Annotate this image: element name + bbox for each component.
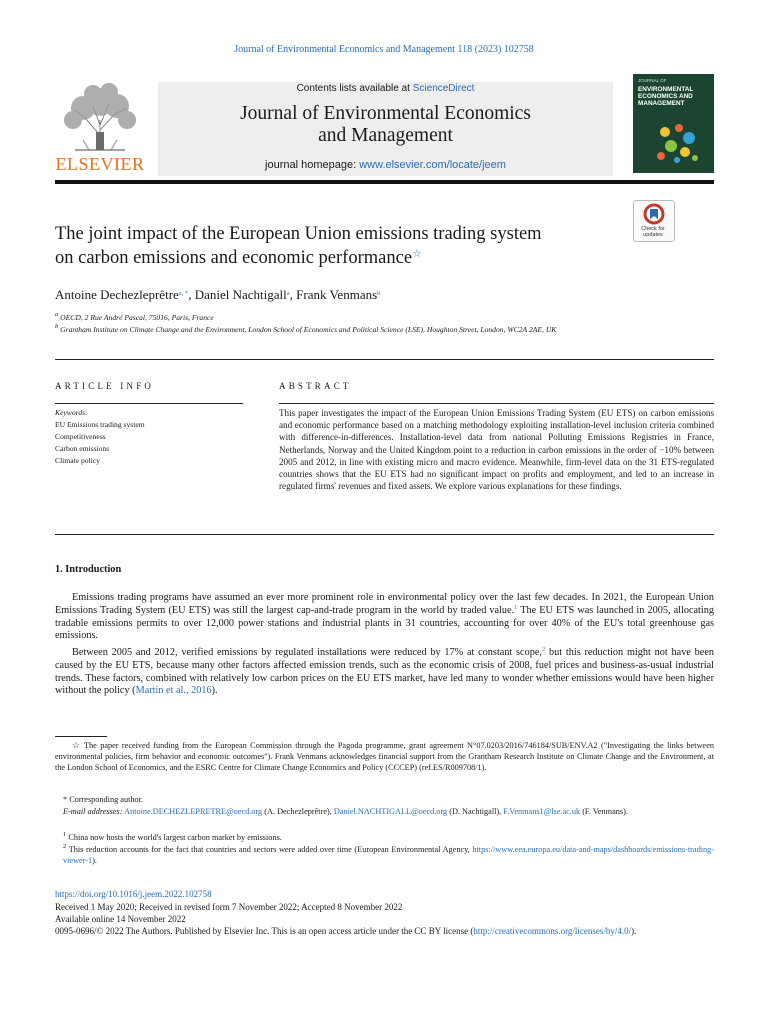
- footnote-corresponding: [63, 795, 714, 806]
- email-label: E-mail addresses:: [63, 807, 123, 816]
- footnote-text: Corresponding author.: [69, 795, 143, 804]
- author-separator: ,: [289, 287, 297, 302]
- divider: [55, 403, 243, 404]
- citation-link[interactable]: Martin et al., 2016: [135, 685, 212, 697]
- article-title-line-2-text: on carbon emissions and economic performance: [55, 248, 413, 268]
- footnote-text: This reduction accounts for the fact that countries and sectors were added over time (European Environmental Agency,: [68, 845, 473, 854]
- body-paragraph: [55, 592, 714, 643]
- homepage-prefix: journal homepage:: [265, 159, 360, 171]
- footnote-rule: [55, 736, 107, 737]
- footnote-text: China now hosts the world's largest carbon market by emissions.: [68, 833, 282, 842]
- keyword-item: Carbon emissions: [55, 444, 110, 453]
- crossmark-icon: [634, 201, 674, 227]
- cover-title: ENVIRONMENTAL ECONOMICS AND MANAGEMENT: [638, 86, 694, 107]
- journal-homepage: [158, 159, 613, 171]
- cover-artwork: [651, 120, 701, 166]
- running-head[interactable]: Journal of Environmental Economics and Management 118 (2023) 102758: [234, 44, 534, 55]
- journal-title: [158, 103, 613, 147]
- author-list: [55, 287, 655, 303]
- paragraph-text: Emissions trading programs have assumed an ever more prominent role in environmental policy over the last few decades. In 2021, the European Union Emissions Trading System (EU ETS) was still the largest cap-and-trade program in the world by traded value.: [55, 592, 714, 616]
- keywords-block: [55, 407, 243, 467]
- license-text: 0095-0696/© 2022 The Authors. Published by Elsevier Inc. This is an open access article under the CC BY license (: [55, 926, 474, 936]
- affiliation-marker: a: [55, 311, 59, 318]
- article-title-line-1: The joint impact of the European Union emissions trading system: [55, 224, 542, 244]
- cover-prefix: JOURNAL OF: [638, 78, 667, 83]
- license-statement: [55, 926, 714, 938]
- section-heading-introduction: 1. Introduction: [55, 564, 122, 575]
- affiliation-text: Grantham Institute on Climate Change and the Environment, London School of Economics and Political Science (LSE), Houghton Street, London, WC2A 2AE, UK: [60, 324, 557, 334]
- footnote-marker: *: [63, 795, 68, 804]
- check-for-updates-line-1: Check for: [641, 226, 665, 232]
- affiliation-item: [55, 312, 655, 324]
- author-name[interactable]: Antoine Dechezleprêtre: [55, 287, 179, 302]
- divider: [55, 359, 714, 360]
- footnote-text: The paper received funding from the European Commission through the Pagoda programme, grant agreement N°07.0203/2016/746184/SUB/ENV.A2 ("Investigating the links between environmental policies, firm behavior and economic outcomes"). Frank Venmans acknowledges financial support from the Grantham Research Institute on Climate Change and the Environment, at the London School of Economics, and the ESRC Centre for Climate Change Economics and Policy (CCCEP) (ref.ES/R009708/1).: [55, 741, 714, 772]
- check-for-updates-label: [633, 226, 673, 238]
- footnote-1: [63, 833, 714, 844]
- keyword-item: Climate policy: [55, 456, 100, 465]
- email-owner: (A. Dechezleprêtre),: [262, 807, 334, 816]
- journal-title-line-1: Journal of Environmental Economics: [240, 103, 531, 124]
- footnote-marker: ☆: [72, 741, 81, 750]
- author-name[interactable]: Daniel Nachtigall: [194, 287, 287, 302]
- contents-line: [158, 83, 613, 94]
- article-title: [55, 222, 625, 270]
- doi-link[interactable]: https://doi.org/10.1016/j.jeem.2022.102758: [55, 889, 212, 899]
- author-affiliation-marker[interactable]: b: [377, 290, 381, 297]
- email-owner: (F. Venmans).: [580, 807, 628, 816]
- paragraph-text: Between 2005 and 2012, verified emissions by regulated installations were reduced by 17% at constant scope,: [72, 647, 542, 658]
- email-link[interactable]: F.Venmans1@lse.ac.uk: [503, 807, 581, 816]
- keyword-item: EU Emissions trading system: [55, 420, 145, 429]
- masthead-rule: [55, 180, 714, 184]
- publisher-name: ELSEVIER: [55, 154, 145, 174]
- paragraph-text: The EU ETS was launched in 2005, allocating tradable emissions permits to over 12,000 power stations and industrial plants in 31 countries, accounting for over 40% of the EU's total greenhouse gas emissions.: [55, 604, 714, 642]
- author-affiliation-marker[interactable]: a: [286, 290, 290, 297]
- paragraph-text: ).: [211, 685, 218, 697]
- eea-link[interactable]: https://www.eea.europa.eu/data-and-maps/dashboards/emissions-trading-viewer-1: [63, 845, 715, 865]
- abstract-heading: ABSTRACT: [279, 381, 352, 391]
- footnote-funding: [55, 741, 714, 774]
- email-link[interactable]: Daniel.NACHTIGALL@oecd.org: [333, 807, 448, 816]
- footnote-marker: 2: [63, 843, 67, 850]
- author-name[interactable]: Frank Venmans: [296, 287, 378, 302]
- affiliation-marker: b: [55, 322, 59, 330]
- footnote-marker: 1: [63, 831, 67, 838]
- keyword-item: Competitiveness: [55, 432, 106, 441]
- received-dates: Received 1 May 2020; Received in revised form 7 November 2022; Accepted 8 November 2022: [55, 902, 403, 912]
- check-for-updates-line-2: updates: [643, 232, 663, 238]
- email-link[interactable]: Antoine.DECHEZLEPRETRE@oecd.org: [124, 807, 263, 816]
- affiliations: [55, 312, 655, 335]
- email-owner: (D. Nachtigall),: [447, 807, 504, 816]
- divider: [55, 534, 714, 535]
- footnote-emails: [55, 807, 714, 818]
- footnote-text: ).: [92, 855, 97, 865]
- footnote-link[interactable]: 2: [541, 646, 546, 653]
- homepage-link[interactable]: www.elsevier.com/locate/jeem: [359, 159, 506, 171]
- affiliation-text: OECD, 2 Rue André Pascal, 75016, Paris, France: [60, 313, 214, 322]
- paragraph-text: but this reduction might not have been caused by the EU ETS, because many other factors affected emission trends, such as the economic crisis of 2008, fuel prices and business-as-usual industrial trends. These factors, combined with relatively low carbon prices on the EU ETS market, have led many to wonder whether emissions would have been higher without the policy (: [55, 647, 714, 697]
- journal-title-line-2: and Management: [318, 125, 453, 146]
- author-affiliation-marker[interactable]: a, *: [178, 290, 189, 297]
- divider: [279, 403, 714, 404]
- title-footnote-link[interactable]: ☆: [412, 248, 422, 260]
- available-online: Available online 14 November 2022: [55, 914, 186, 924]
- contents-prefix: Contents lists available at: [296, 83, 413, 94]
- keywords-label: Keywords:: [55, 408, 88, 417]
- sciencedirect-link[interactable]: ScienceDirect: [412, 83, 475, 94]
- article-title-line-2: [55, 246, 625, 270]
- article-info-heading: ARTICLE INFO: [55, 381, 155, 391]
- license-link[interactable]: http://creativecommons.org/licenses/by/4.0/: [473, 926, 632, 936]
- footnote-link[interactable]: 1: [514, 603, 518, 611]
- abstract-text: This paper investigates the impact of the European Union Emissions Trading System (EU ETS) on carbon emissions and economic performance based on a matching methodology exploiting installation-level inclusion criteria combined with difference-in-differences. Installation-level data from national Polluting Emissions Registries in France, Netherlands, Norway and the United Kingdom point to a reduction in carbon emissions in the order of −10% between 2005 and 2012, in line with existing micro and macro evidence. Meanwhile, firm-level data on the 31 ETS-regulated countries shows that the EU ETS had no significant impact on profits and employment, and led to an increase in regulated firms' revenues and fixed assets. We explore various explanations for these findings.: [279, 408, 714, 492]
- license-text: ).: [631, 926, 637, 936]
- footnote-2: [63, 845, 714, 867]
- affiliation-item: [55, 324, 655, 336]
- author-separator: ,: [188, 287, 195, 302]
- journal-cover-image[interactable]: [633, 74, 714, 173]
- body-paragraph: [55, 647, 714, 698]
